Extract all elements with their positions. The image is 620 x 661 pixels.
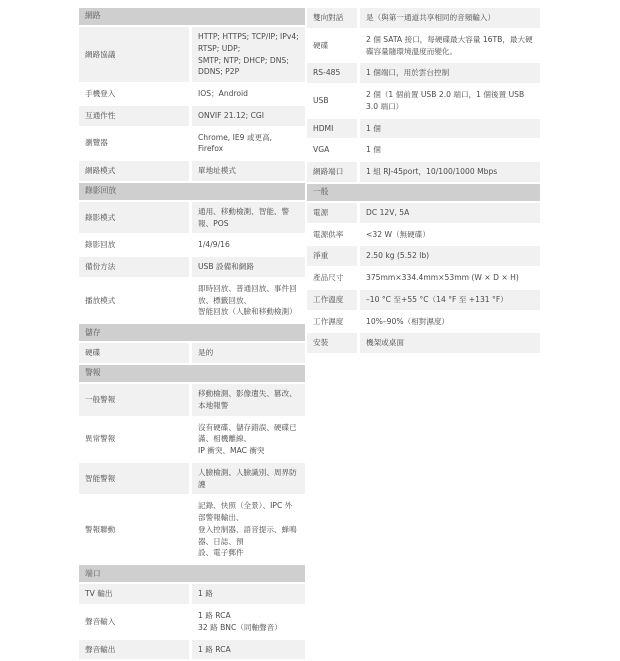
spec-label: 硬碟 xyxy=(307,30,360,62)
spec-row xyxy=(307,8,540,28)
spec-value xyxy=(360,290,540,310)
spec-value xyxy=(360,333,540,353)
section-header xyxy=(79,324,305,341)
spec-value-line: HTTP; HTTPS; TCP/IP; IPv4; RTSP; UDP; xyxy=(198,32,299,53)
spec-label: 播放模式 xyxy=(79,279,192,322)
spec-value xyxy=(192,606,305,638)
spec-value-line: 單地址模式 xyxy=(198,166,236,176)
section-title: 一般 xyxy=(307,184,540,201)
spec-label: 電源 xyxy=(307,203,360,223)
spec-value xyxy=(360,246,540,266)
spec-label: 聲音輸入 xyxy=(79,606,192,638)
spec-value-line: 人臉檢測、人臉識別、周界防護 xyxy=(198,467,297,489)
spec-value xyxy=(192,27,305,82)
spec-row xyxy=(79,235,305,255)
spec-row xyxy=(307,268,540,288)
spec-label: TV 輸出 xyxy=(79,584,192,604)
spec-row xyxy=(79,606,305,638)
spec-value-line: <32 W（無硬碟） xyxy=(366,229,430,239)
spec-value-line: 即時回放、普通回放、事件回放、標籤回放、 xyxy=(198,283,297,305)
spec-value-line: 沒有硬碟、儲存錯誤、硬碟已滿、相機離線、 xyxy=(198,422,297,444)
spec-value-line: 32 路 BNC（同軸聲音） xyxy=(198,622,282,632)
spec-value xyxy=(192,496,305,563)
spec-label: 工作溫度 xyxy=(307,290,360,310)
spec-row xyxy=(79,161,305,181)
spec-value xyxy=(360,268,540,288)
spec-label: 網路端口 xyxy=(307,162,360,182)
spec-label: 網路協議 xyxy=(79,27,192,82)
spec-label: HDMI xyxy=(307,119,360,139)
spec-value xyxy=(192,343,305,363)
spec-label: 備份方法 xyxy=(79,257,192,277)
spec-row xyxy=(79,84,305,104)
spec-row xyxy=(79,640,305,660)
spec-value-line: –10 °C 至+55 °C（14 °F 至 +131 °F） xyxy=(366,294,508,304)
spec-row xyxy=(79,27,305,82)
spec-row xyxy=(307,312,540,332)
spec-label: 工作濕度 xyxy=(307,312,360,332)
spec-value-line: 設、電子郵件 xyxy=(198,548,244,558)
section-title: 儲存 xyxy=(79,324,305,341)
spec-value xyxy=(192,235,305,255)
spec-value xyxy=(192,463,305,495)
spec-row xyxy=(79,257,305,277)
spec-row xyxy=(307,246,540,266)
spec-value-line: IOS；Android xyxy=(198,89,248,99)
section-header xyxy=(79,183,305,200)
spec-value xyxy=(192,418,305,461)
spec-table-left xyxy=(79,6,305,661)
spec-value-line: 1 個端口，用於雲台控制 xyxy=(366,68,450,78)
spec-row xyxy=(79,496,305,563)
spec-label: 互通作性 xyxy=(79,106,192,126)
spec-value xyxy=(192,161,305,181)
spec-value-line: 移動檢測、影像遺失、篡改、本地報警 xyxy=(198,389,297,410)
spec-row xyxy=(307,225,540,245)
spec-value xyxy=(192,84,305,104)
spec-value-line: ONVIF 21.12; CGI xyxy=(198,110,265,120)
spec-value-line: 1 路 xyxy=(198,589,213,599)
spec-value-line: 10%–90%（相對濕度） xyxy=(366,316,450,326)
spec-label: 安裝 xyxy=(307,333,360,353)
spec-label: 錄影回放 xyxy=(79,235,192,255)
spec-row xyxy=(79,584,305,604)
spec-label: VGA xyxy=(307,140,360,160)
spec-value-line: 375mm×334.4mm×53mm (W × D × H) xyxy=(366,273,519,283)
spec-row xyxy=(79,343,305,363)
section-header xyxy=(79,8,305,25)
spec-value-line: 機架或桌面 xyxy=(366,338,404,348)
spec-label: 手機登入 xyxy=(79,84,192,104)
spec-value-line: USB 設備和網路 xyxy=(198,262,254,272)
section-title: 錄影回放 xyxy=(79,183,305,200)
spec-value xyxy=(360,119,540,139)
spec-value-line: 是（與第一通道共享相同的音頻輸入） xyxy=(366,13,496,22)
section-header xyxy=(79,365,305,382)
spec-label: 產品尺寸 xyxy=(307,268,360,288)
spec-row xyxy=(307,203,540,223)
spec-value-line: 1/4/9/16 xyxy=(198,240,230,250)
spec-row xyxy=(79,128,305,160)
spec-label: USB xyxy=(307,85,360,117)
spec-label: 警報聯動 xyxy=(79,496,192,563)
spec-table-right xyxy=(307,6,540,355)
spec-row xyxy=(307,119,540,139)
spec-row xyxy=(79,463,305,495)
spec-value-line: 1 組 RJ-45port，10/100/1000 Mbps xyxy=(366,167,498,177)
spec-value-line: Chrome, IE9 或更高, Firefox xyxy=(198,132,273,154)
spec-row xyxy=(79,202,305,234)
spec-label: 電源供率 xyxy=(307,225,360,245)
spec-value xyxy=(360,203,540,223)
spec-value-line: 2.50 kg (5.52 lb) xyxy=(366,251,430,261)
section-header xyxy=(307,184,540,201)
spec-label: 雙向對話 xyxy=(307,8,360,28)
section-title: 警報 xyxy=(79,365,305,382)
spec-row xyxy=(307,140,540,160)
spec-column-right xyxy=(307,6,540,355)
spec-label: 淨重 xyxy=(307,246,360,266)
spec-value-line: 1 路 RCA xyxy=(198,610,231,620)
spec-row xyxy=(79,106,305,126)
spec-value-line: 1 個 xyxy=(366,145,381,155)
spec-row xyxy=(307,30,540,62)
spec-label: 智能警報 xyxy=(79,463,192,495)
spec-value xyxy=(360,85,540,117)
spec-value xyxy=(360,63,540,83)
spec-value-line: 1 路 RCA xyxy=(198,644,231,654)
spec-row xyxy=(307,290,540,310)
spec-value-line: 2 個（1 個前置 USB 2.0 端口，1 個後置 USB xyxy=(366,90,525,100)
spec-value-line: 登入控制器、語音提示、蜂鳴器、日誌、預 xyxy=(198,524,297,546)
spec-value xyxy=(192,128,305,160)
spec-value xyxy=(192,384,305,416)
section-title: 端口 xyxy=(79,565,305,582)
spec-row xyxy=(79,279,305,322)
spec-value-line: 智能回放（人臉和移動檢測） xyxy=(198,307,297,317)
spec-value-line: 1 個 xyxy=(366,123,381,133)
spec-value xyxy=(192,257,305,277)
spec-row xyxy=(307,162,540,182)
spec-label: 聲音輸出 xyxy=(79,640,192,660)
spec-row xyxy=(79,384,305,416)
spec-row xyxy=(307,85,540,117)
spec-value xyxy=(360,30,540,62)
spec-label: 硬碟 xyxy=(79,343,192,363)
spec-row xyxy=(79,418,305,461)
spec-value xyxy=(360,162,540,182)
spec-value-line: DC 12V, 5A xyxy=(366,207,410,217)
spec-row xyxy=(307,333,540,353)
spec-value-line: SMTP; NTP; DHCP; DNS; DDNS; P2P xyxy=(198,55,289,77)
spec-label: 異常警報 xyxy=(79,418,192,461)
spec-value xyxy=(192,640,305,660)
spec-value-line: 是的 xyxy=(198,348,214,358)
spec-label: 錄影模式 xyxy=(79,202,192,234)
spec-value xyxy=(192,279,305,322)
spec-value-line: IP 衝突、MAC 衝突 xyxy=(198,446,265,456)
spec-value-line: 通用、移動檢測、智能、警報、POS xyxy=(198,206,290,228)
spec-value xyxy=(192,202,305,234)
section-header xyxy=(79,565,305,582)
spec-column-left xyxy=(79,6,305,661)
spec-value xyxy=(360,140,540,160)
spec-label: 一般警報 xyxy=(79,384,192,416)
spec-value xyxy=(192,106,305,126)
spec-label: 瀏覽器 xyxy=(79,128,192,160)
spec-value xyxy=(192,584,305,604)
spec-value xyxy=(360,8,540,28)
spec-value-line: 2 個 SATA 接口，每硬碟最大容量 16TB，最大硬 xyxy=(366,34,533,44)
section-title: 網路 xyxy=(79,8,305,25)
spec-value-line: 碟容量隨環境溫度而變化。 xyxy=(366,46,458,56)
spec-label: 網路模式 xyxy=(79,161,192,181)
spec-row xyxy=(307,63,540,83)
spec-value xyxy=(360,225,540,245)
spec-label: RS-485 xyxy=(307,63,360,83)
spec-value-line: 記錄、快照（全景）、IPC 外部警報輸出、 xyxy=(198,501,293,523)
spec-value xyxy=(360,312,540,332)
spec-value-line: 3.0 端口） xyxy=(366,101,404,111)
